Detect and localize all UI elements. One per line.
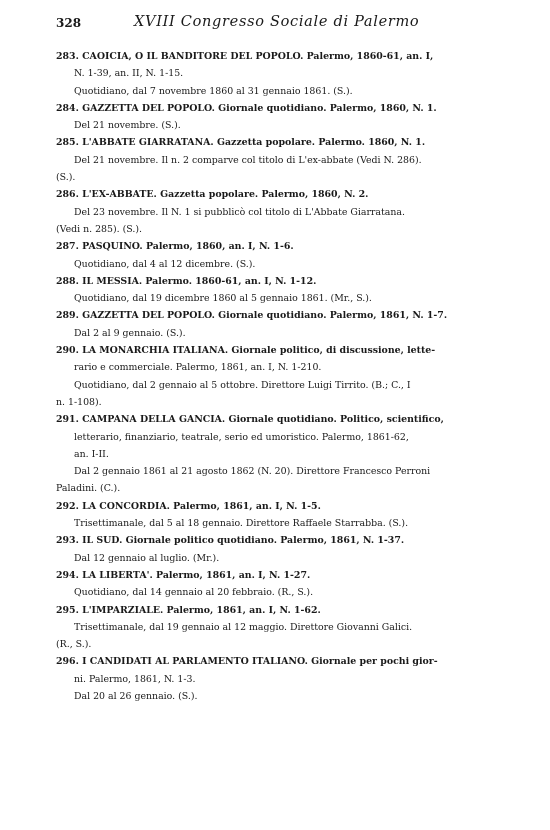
running-title: XVIII Congresso Sociale di Palermo bbox=[134, 14, 420, 30]
entry-text-line: Dal 2 al 9 gennaio. (S.). bbox=[74, 327, 186, 339]
bibliography-list bbox=[56, 48, 532, 705]
bibliography-entry bbox=[56, 48, 532, 100]
entry-text-line: rario e commerciale. Palermo, 1861, an. I, N. 1-210. bbox=[74, 362, 322, 374]
bibliography-entry bbox=[56, 567, 532, 602]
entry-heading-line: 285. L'ABBATE GIARRATANA. Gazzetta popolare. Palermo. 1860, N. 1. bbox=[56, 137, 426, 149]
bibliography-entry bbox=[56, 653, 532, 705]
entry-text-line: n. 1-108). bbox=[56, 396, 102, 408]
bibliography-entry bbox=[56, 273, 532, 308]
entry-heading-line: 290. LA MONARCHIA ITALIANA. Giornale politico, di discussione, lette- bbox=[56, 345, 436, 357]
page-header bbox=[56, 14, 532, 40]
bibliography-entry bbox=[56, 186, 532, 238]
bibliography-entry bbox=[56, 238, 532, 273]
entry-heading-line: 295. L'IMPARZIALE. Palermo, 1861, an. I, N. 1-62. bbox=[56, 604, 321, 616]
entry-text-line: Paladini. (C.). bbox=[56, 483, 121, 495]
entry-heading-line: 286. L'EX-ABBATE. Gazzetta popolare. Palermo, 1860, N. 2. bbox=[56, 189, 369, 201]
bibliography-entry bbox=[56, 498, 532, 533]
entry-text-line: Quotidiano, dal 4 al 12 dicembre. (S.). bbox=[74, 258, 256, 270]
entry-text-line: Del 21 novembre. Il n. 2 comparve col titolo di L'ex-abbate (Vedi N. 286). bbox=[74, 154, 422, 166]
entry-heading-line: 293. IL SUD. Giornale politico quotidiano. Palermo, 1861, N. 1-37. bbox=[56, 535, 405, 547]
entry-text-line: Dal 12 gennaio al luglio. (Mr.). bbox=[74, 552, 220, 564]
entry-heading-line: 292. LA CONCORDIA. Palermo, 1861, an. I, N. 1-5. bbox=[56, 500, 321, 512]
bibliography-entry bbox=[56, 532, 532, 567]
bibliography-entry bbox=[56, 134, 532, 186]
entry-heading-line: 283. CAOICIA, O IL BANDITORE DEL POPOLO. Palermo, 1860-61, an. I, bbox=[56, 51, 434, 62]
entry-heading-line: 294. LA LIBERTA'. Palermo, 1861, an. I, N. 1-27. bbox=[56, 569, 311, 581]
entry-text-line: Trisettimanale, dal 19 gennaio al 12 maggio. Direttore Giovanni Galici. bbox=[74, 621, 413, 633]
entry-text-line: Dal 2 gennaio 1861 al 21 agosto 1862 (N. 20). Direttore Francesco Perroni bbox=[74, 466, 431, 478]
entry-text-line: Del 21 novembre. (S.). bbox=[74, 120, 181, 132]
entry-heading-line: 287. PASQUINO. Palermo, 1860, an. I, N. 1-6. bbox=[56, 241, 294, 253]
page-number: 328 bbox=[56, 16, 82, 30]
bibliography-entry bbox=[56, 307, 532, 342]
entry-text-line: Quotidiano, dal 2 gennaio al 5 ottobre. Direttore Luigi Tirrito. (B.; C., I bbox=[74, 379, 411, 391]
entry-text-line: (R., S.). bbox=[56, 639, 92, 651]
bibliography-entry bbox=[56, 602, 532, 654]
entry-heading-line: 291. CAMPANA DELLA GANCIA. Giornale quotidiano. Politico, scientifico, bbox=[56, 414, 444, 426]
entry-heading-line: 284. GAZZETTA DEL POPOLO. Giornale quotidiano. Palermo, 1860, N. 1. bbox=[56, 102, 437, 114]
entry-heading-line: 296. I CANDIDATI AL PARLAMENTO ITALIANO. Giornale per pochi gior- bbox=[56, 656, 438, 668]
entry-text-line: ni. Palermo, 1861, N. 1-3. bbox=[74, 673, 196, 685]
entry-text-line: Quotidiano, dal 19 dicembre 1860 al 5 gennaio 1861. (Mr., S.). bbox=[74, 293, 372, 305]
entry-text-line: (S.). bbox=[56, 172, 76, 184]
bibliography-entry bbox=[56, 342, 532, 411]
entry-heading-line: 289. GAZZETTA DEL POPOLO. Giornale quotidiano. Palermo, 1861, N. 1-7. bbox=[56, 310, 448, 322]
entry-text-line: letterario, finanziario, teatrale, serio ed umoristico. Palermo, 1861-62, bbox=[74, 431, 409, 443]
entry-text-line: an. I-II. bbox=[74, 448, 109, 460]
entry-text-line: (Vedi n. 285). (S.). bbox=[56, 223, 142, 235]
entry-text-line: Trisettimanale, dal 5 al 18 gennaio. Direttore Raffaele Starrabba. (S.). bbox=[74, 518, 409, 530]
bibliography-entry bbox=[56, 100, 532, 135]
entry-heading-line: 288. IL MESSIA. Palermo. 1860-61, an. I, N. 1-12. bbox=[56, 275, 317, 287]
entry-text-line: N. 1-39, an. II, N. 1-15. bbox=[74, 68, 184, 80]
bibliography-entry bbox=[56, 411, 532, 497]
entry-text-line: Quotidiano, dal 14 gennaio al 20 febbraio. (R., S.). bbox=[74, 587, 314, 599]
entry-text-line: Quotidiano, dal 7 novembre 1860 al 31 gennaio 1861. (S.). bbox=[74, 85, 353, 97]
entry-text-line: Del 23 novembre. Il N. 1 si pubblicò col titolo di L'Abbate Giarratana. bbox=[74, 206, 405, 218]
entry-text-line: Dal 20 al 26 gennaio. (S.). bbox=[74, 690, 198, 702]
